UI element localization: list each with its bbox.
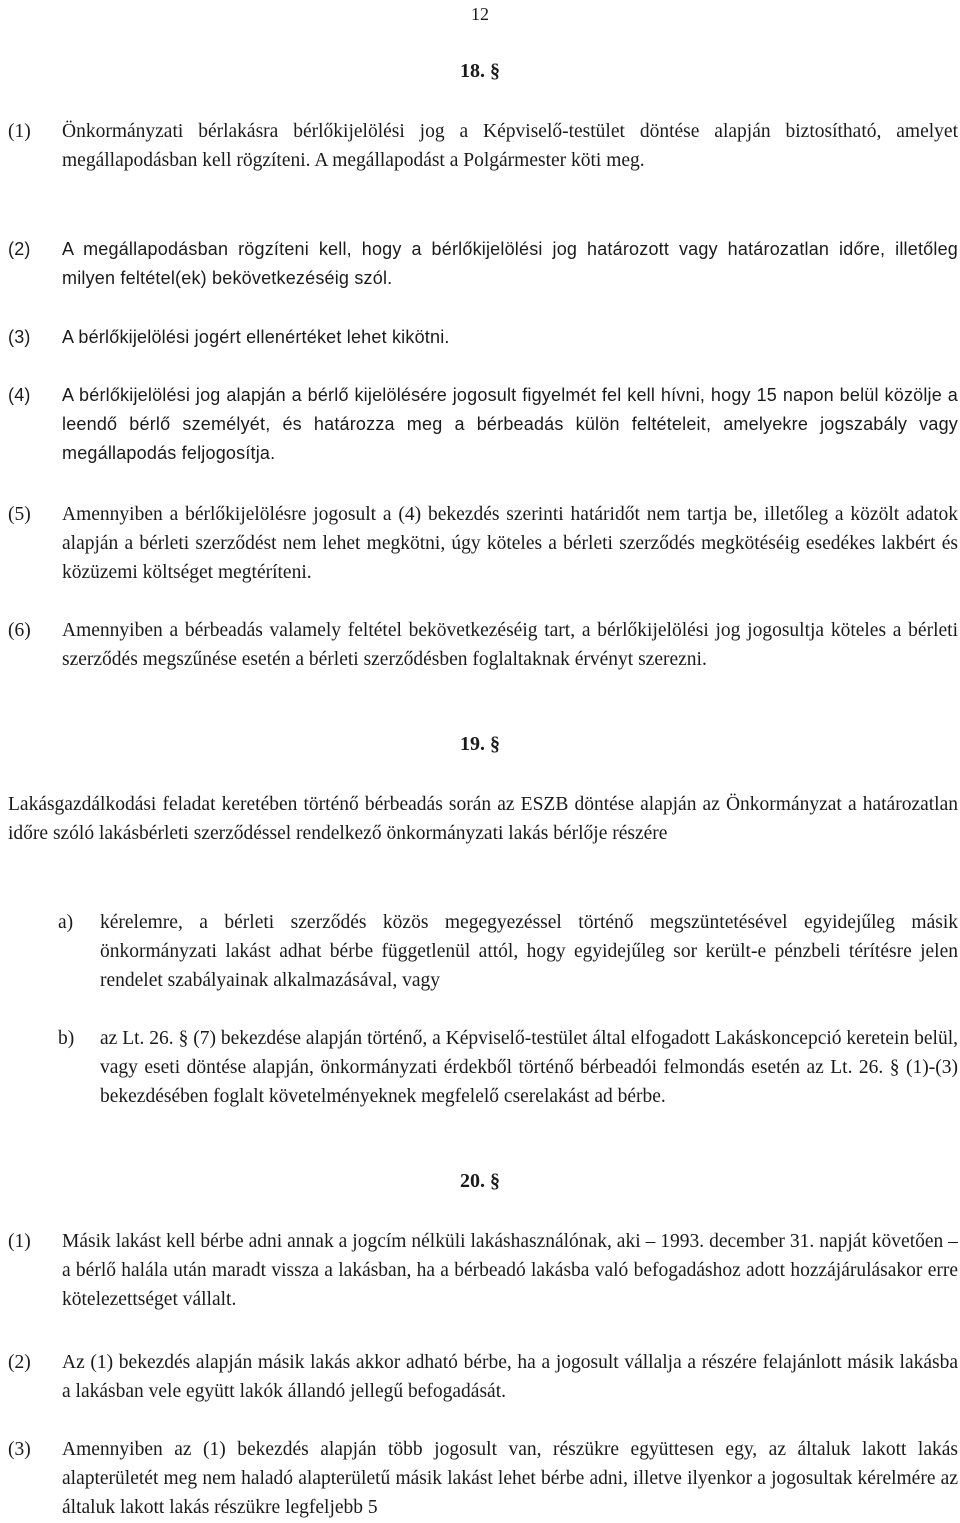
section-heading-20: 20. § <box>460 1170 500 1192</box>
section-19-intro: Lakásgazdálkodási feladat keretében történő bérbeadás során az ESZB döntése alapján az Önkormányzat a határozatlan időre szóló lakásbérleti szerződéssel rendelkező önkormányzati lakás bérlője részére <box>8 794 958 844</box>
paragraph-text: Amennyiben a bérlőkijelölésre jogosult a (4) bekezdés szerinti határidőt nem tartja be, illetőleg a közölt adatok alapján a bérleti szerződést nem lehet megkötni, úgy köteles a bérleti szerződés megkötéséig esedékes lakbért és közüzemi költséget megtéríteni. <box>62 504 958 583</box>
paragraph-text: Másik lakást kell bérbe adni annak a jogcím nélküli lakáshasználónak, aki – 1993. december 31. napját követően – a bérlő halála után maradt vissza a lakásban, ha a bérbeadó lakásba való befogadáshoz adott hozzájárulásakor erre kötelezettséget vállalt. <box>62 1231 958 1310</box>
paragraph-18-3 <box>8 323 958 352</box>
list-item-text: kérelemre, a bérleti szerződés közös megegyezéssel történő megszüntetésével egyidejűleg másik önkormányzati lakást adhat bérbe függetlenül attól, hogy egyidejűleg sor került-e pénzbeli térítésre jelen rendelet szabályainak alkalmazásával, vagy <box>100 912 958 991</box>
list-item-marker: b) <box>58 1028 75 1049</box>
paragraph-18-4 <box>8 381 958 468</box>
paragraph-18-6 <box>8 616 958 674</box>
paragraph-number: (4) <box>8 385 31 405</box>
paragraph-20-2 <box>8 1348 958 1406</box>
paragraph-text: Amennyiben a bérbeadás valamely feltétel bekövetkezéséig tart, a bérlőkijelölési jog jogosultja köteles a bérleti szerződés megszűnése esetén a bérleti szerződésben foglaltaknak érvényt szerezni. <box>62 620 958 670</box>
paragraph-18-5 <box>8 500 958 587</box>
paragraph-text: A megállapodásban rögzíteni kell, hogy a bérlőkijelölési jog határozott vagy határozatlan időre, illetőleg milyen feltétel(ek) bekövetkezéséig szól. <box>62 239 958 288</box>
list-item-marker: a) <box>58 912 74 933</box>
paragraph-18-2 <box>8 235 958 293</box>
paragraph-text: A bérlőkijelölési jogért ellenértéket lehet kikötni. <box>62 327 450 347</box>
section-heading-19: 19. § <box>460 733 500 755</box>
list-item-a <box>58 908 958 995</box>
paragraph-18-1 <box>8 117 958 175</box>
paragraph-text: Önkormányzati bérlakásra bérlőkijelölési jog a Képviselő-testület döntése alapján biztosítható, amelyet megállapodásban kell rögzíteni. A megállapodást a Polgármester köti meg. <box>62 121 958 171</box>
page-number: 12 <box>471 4 489 24</box>
paragraph-number: (3) <box>8 327 31 347</box>
list-item-b <box>58 1024 958 1111</box>
paragraph-number: (3) <box>8 1439 31 1460</box>
paragraph-text: A bérlőkijelölési jog alapján a bérlő kijelölésére jogosult figyelmét fel kell hívni, hogy 15 napon belül közölje a leendő bérlő személyét, és határozza meg a bérbeadás külön feltételeit, amelyekre jogszabály vagy megállapodás feljogosítja. <box>62 385 958 463</box>
paragraph-number: (2) <box>8 239 31 259</box>
paragraph-number: (2) <box>8 1352 31 1373</box>
list-item-text: az Lt. 26. § (7) bekezdése alapján történő, a Képviselő-testület által elfogadott Lakáskoncepció keretein belül, vagy eseti döntése alapján, önkormányzati érdekből történő bérbeadói felmondás esetén az Lt. 26. § (1)-(3) bekezdésében foglalt követelményeknek megfelelő cserelakást ad bérbe. <box>100 1028 958 1107</box>
paragraph-20-1 <box>8 1227 958 1314</box>
paragraph-number: (1) <box>8 1231 31 1252</box>
paragraph-number: (5) <box>8 504 31 525</box>
paragraph-20-3 <box>8 1435 958 1522</box>
paragraph-text: Amennyiben az (1) bekezdés alapján több jogosult van, részükre együttesen egy, az általuk lakott lakás alapterületét meg nem haladó alapterületű másik lakást lehet bérbe adni, illetve ilyenkor a jogosultak kérelmére az általuk lakott lakás részükre legfeljebb 5 <box>62 1439 958 1518</box>
paragraph-number: (6) <box>8 620 31 641</box>
section-heading-18: 18. § <box>460 60 500 82</box>
paragraph-number: (1) <box>8 121 31 142</box>
paragraph-text: Az (1) bekezdés alapján másik lakás akkor adható bérbe, ha a jogosult vállalja a részére felajánlott másik lakásba a lakásban vele együtt lakók állandó jellegű befogadását. <box>62 1352 958 1402</box>
